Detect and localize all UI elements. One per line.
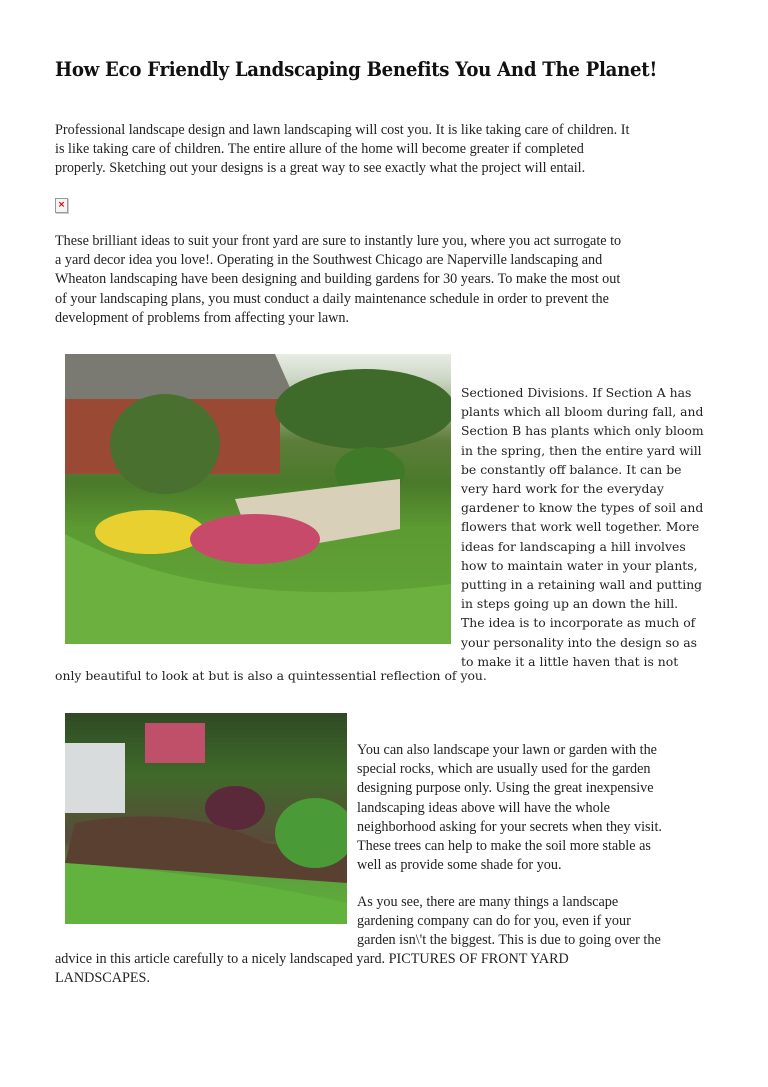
text-line: Sectioned Divisions. If Section A has [461,385,692,400]
text-line: flowers that work well together. More [461,519,700,535]
text-line: putting in a retaining wall and putting [461,577,703,593]
text-line: garden isn\'t the biggest. This is due to going over the [357,932,661,949]
text-line: how to maintain water in your plants, [461,557,698,573]
garden-photo-art [65,713,347,924]
text-line: landscaping ideas above will have the whole [357,799,610,816]
paragraph-rocks [357,741,662,875]
landscaped-yard-photo [65,354,451,644]
text-line: in the spring, then the entire yard will [461,442,702,458]
broken-image-icon: × [55,198,68,213]
text-line: Wheaton landscaping have been designing and building gardens for 30 years. To make the most out [55,271,621,288]
text-line: gardener to know the types of soil and [461,500,704,516]
yard-photo-art [65,354,451,644]
text-line: The idea is to incorporate as much of [461,615,696,631]
text-line: Section B has plants which only bloom [461,423,704,439]
paragraph-sections [461,383,704,671]
text-line: properly. Sketching out your designs is a great way to see exactly what the project will entail. [55,160,586,177]
text-line: neighborhood asking for your secrets when they visit. [357,818,662,835]
page-title: How Eco Friendly Landscaping Benefits You And The Planet! [55,58,658,81]
paragraph-intro [55,121,629,179]
text-line: LANDSCAPES. [55,970,150,987]
text-line: be constantly off balance. It can be [461,461,682,477]
text-line: designing purpose only. Using the great inexpensive [357,780,654,797]
text-line: a yard decor idea you love!. Operating in the Southwest Chicago are Naperville landscaping and [55,252,603,269]
text-line: to make it a little haven that is not [461,653,679,669]
text-line: well as provide some shade for you. [357,857,562,874]
text-line: These trees can help to make the soil more stable as [357,838,651,855]
text-line: plants which all bloom during fall, and [461,404,704,420]
text-line: These brilliant ideas to suit your front yard are sure to instantly lure you, where you act surrogate to [55,233,622,249]
text-line: your personality into the design so as [461,634,698,650]
text-line: in steps going up an down the hill. [461,596,679,612]
text-line: ideas for landscaping a hill involves [461,538,686,554]
text-line: is like taking care of children. The entire allure of the home will become greater if completed [55,141,584,158]
garden-rocks-photo [65,713,347,924]
text-line: development of problems from affecting your lawn. [55,309,350,326]
text-line: Professional landscape design and lawn landscaping will cost you. It is like taking care of children. It [55,122,630,138]
text-line: You can also landscape your lawn or garden with the [357,742,657,758]
paragraph-summary-tail [55,950,569,988]
text-line: of your landscaping plans, you must conduct a daily maintenance schedule in order to prevent the [55,290,609,307]
text-line: only beautiful to look at but is also a quintessential reflection of you. [55,668,487,683]
text-line: special rocks, which are usually used for the garden [357,761,651,778]
paragraph-sections-tail [55,666,487,685]
paragraph-summary [357,893,661,951]
text-line: As you see, there are many things a landscape [357,894,619,910]
text-line: gardening company can do for you, even if your [357,913,631,930]
paragraph-ideas [55,232,621,328]
text-line: very hard work for the everyday [461,481,664,497]
text-line: advice in this article carefully to a nicely landscaped yard. PICTURES OF FRONT YARD [55,951,569,967]
